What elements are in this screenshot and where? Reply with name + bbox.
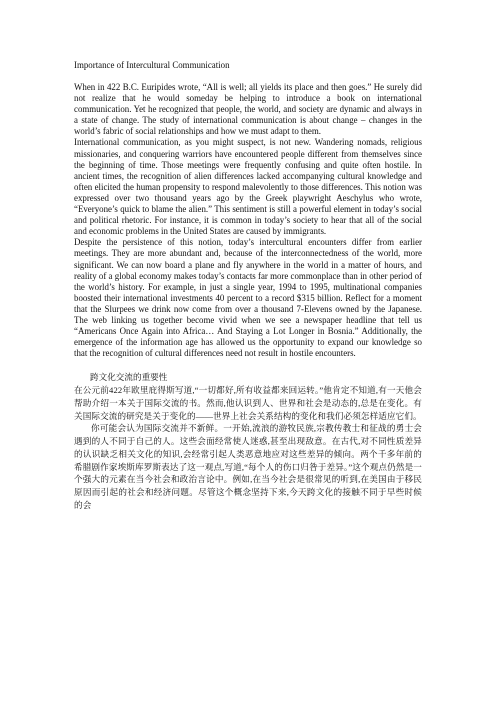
english-text — [74, 82, 422, 359]
chinese-paragraph-1: 在公元前422年欧里庇得斯写道,“一切都好,所有收益都来回运转。”他肯定不知道,有一天他会帮助介绍一本关于国际交流的书。然而,他认识到人、世界和社会是动态的,总是在变化。有关国际交流的研究是关于变化的——世界上社会关系结构的变化和我们必须怎样适应它们。 — [74, 385, 422, 421]
chinese-paragraph-2: 你可能会认为国际交流并不新鲜。一开始,流浪的游牧民族,宗教传教士和征战的勇士会遇到的人不同于自己的人。这些会面经常使人迷惑,甚至出现敌意。在古代,对不同性质差异的认识缺乏相关文化的知识,会经常引起人类恶意地应对这些差异的倾向。两个千多年前的希腊剧作家埃斯库罗斯表达了这一观点,写道,“每个人的伤口归咎于差异。”这个观点仍然是一个强大的元素在当今社会和政治言论中。例如,在当今社会是很常见的听到,在美国由于移民原因而引起的社会和经济问题。尽管这个概念坚持下来,今天跨文化的接触不同于早些时候的会 — [74, 423, 422, 510]
chinese-text — [74, 384, 422, 511]
english-paragraph-3: Despite the persistence of this notion, today’s intercultural encounters differ from earlier meetings. They are more abundant and, because of the interconnectedness of the world, more significant. We can now board a plane and fly anywhere in the world in a matter of hours, and reality of a global economy makes today’s contacts far more commonplace than in other period of the world’s history. For example, in just a single year, 1994 to 1995, multinational companies boosted their international investments 40 percent to a record $315 billion. Reflect for a moment that the Slurpees we drink now come from over a thousand 7-Elevens owned by the Japanese. The web linking us together become vivid when we see a newspaper headline that tell us “Americans Once Again into Africa… And Staying a Lot Longer in Bosnia.” Additionally, the emergence of the information age has allowed us the opportunity to expand our knowledge so that the recognition of cultural differences need not result in hostile encounters. — [74, 237, 422, 359]
document-title: Importance of Intercultural Communication — [74, 60, 230, 70]
chinese-title: 跨文化交流的重要性 — [90, 372, 168, 383]
english-paragraph-2: International communication, as you might suspect, is not new. Wandering nomads, religious missionaries, and conquering warriors have encountered people different from themselves since the beginning of time. Those meetings were frequently confusing and quite often hostile. In ancient times, the recognition of alien differences lacked accompanying cultural knowledge and often elicited the human propensity to respond malevolently to those differences. This notion was expressed over two thousand years ago by the Greek playwright Aeschylus who wrote, “Everyone’s quick to blame the alien.” This sentiment is still a powerful element in today’s social and political rhetoric. For instance, it is common in today’s society to hear that all of the social and economic problems in the United States are caused by immigrants. — [74, 137, 422, 237]
english-paragraph-1: When in 422 B.C. Euripides wrote, “All is well; all yields its place and then goes.” He surely did not realize that he would someday be helping to introduce a book on international communication. Yet he recognized that people, the world, and society are dynamic and always in a state of change. The study of international communication is about change – changes in the world’s fabric of social relationships and how we must adapt to them. — [74, 82, 422, 137]
